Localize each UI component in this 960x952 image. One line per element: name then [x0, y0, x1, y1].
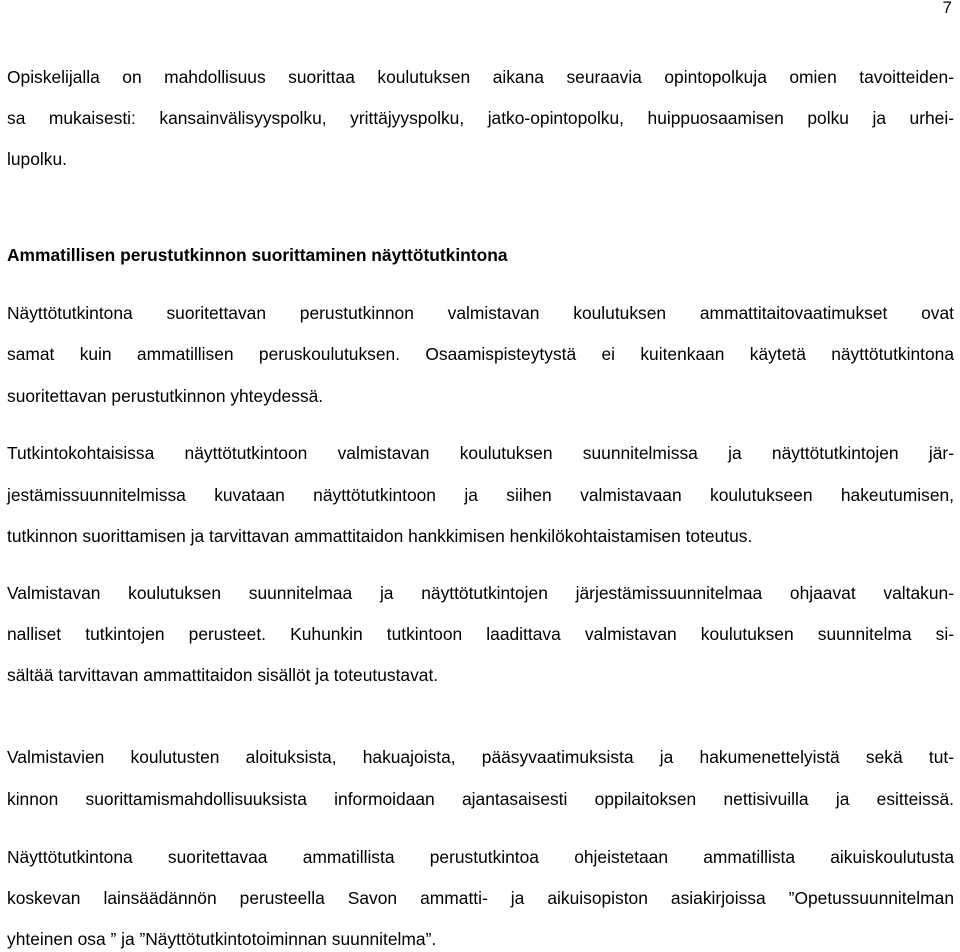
text-line: yhteinen osa ” ja ”Näyttötutkintotoiminnan suunnitelma”.: [7, 929, 437, 949]
text-line: Näyttötutkintona suoritettavan perustutkinnon valmistavan koulutuksen ammattitaitovaatimukset ovat: [7, 303, 954, 323]
text-line: Valmistavan koulutuksen suunnitelmaa ja näyttötutkintojen järjestämissuunnitelmaa ohjaavat valtakun-: [7, 583, 954, 603]
text-line: jestämissuunnitelmissa kuvataan näyttötutkintoon ja siihen valmistavaan koulutukseen hakeutumisen,: [7, 485, 954, 505]
text-line: suoritettavan perustutkinnon yhteydessä.: [7, 386, 324, 406]
text-line: Näyttötutkintona suoritettavaa ammatillista perustutkintoa ohjeistetaan ammatillista aikuiskoulutusta: [7, 847, 954, 867]
text-line: nalliset tutkintojen perusteet. Kuhunkin tutkintoon laadittava valmistavan koulutuksen suunnitelma si-: [7, 624, 954, 644]
text-line: sältää tarvittavan ammattitaidon sisällöt ja toteutustavat.: [7, 665, 439, 685]
text-line: Opiskelijalla on mahdollisuus suorittaa koulutuksen aikana seuraavia opintopolkuja omien tavoitteiden-: [7, 67, 954, 87]
section-heading: Ammatillisen perustutkinnon suorittaminen näyttötutkintona: [7, 245, 508, 265]
text-line: lupolku.: [7, 149, 67, 169]
text-line: sa mukaisesti: kansainvälisyyspolku, yrittäjyyspolku, jatko-opintopolku, huippuosaamisen polku ja urhei-: [7, 108, 954, 128]
text-line: tutkinnon suorittamisen ja tarvittavan ammattitaidon hankkimisen henkilökohtaistamisen toteutus.: [7, 526, 753, 546]
text-line: Tutkintokohtaisissa näyttötutkintoon valmistavan koulutuksen suunnitelmissa ja näyttötutkintojen jär-: [7, 443, 954, 463]
text-line: samat kuin ammatillisen peruskoulutuksen. Osaamispisteytystä ei kuitenkaan käytetä näyttötutkintona: [7, 344, 954, 364]
text-line: koskevan lainsäädännön perusteella Savon ammatti- ja aikuisopiston asiakirjoissa ”Opetussuunnitelman: [7, 888, 954, 908]
text-line: Valmistavien koulutusten aloituksista, hakuajoista, pääsyvaatimuksista ja hakumenettelyistä sekä tut-: [7, 747, 954, 767]
page-number: 7: [942, 0, 952, 17]
text-line: kinnon suorittamismahdollisuuksista informoidaan ajantasaisesti oppilaitoksen nettisivuilla ja esitteissä.: [7, 789, 954, 809]
